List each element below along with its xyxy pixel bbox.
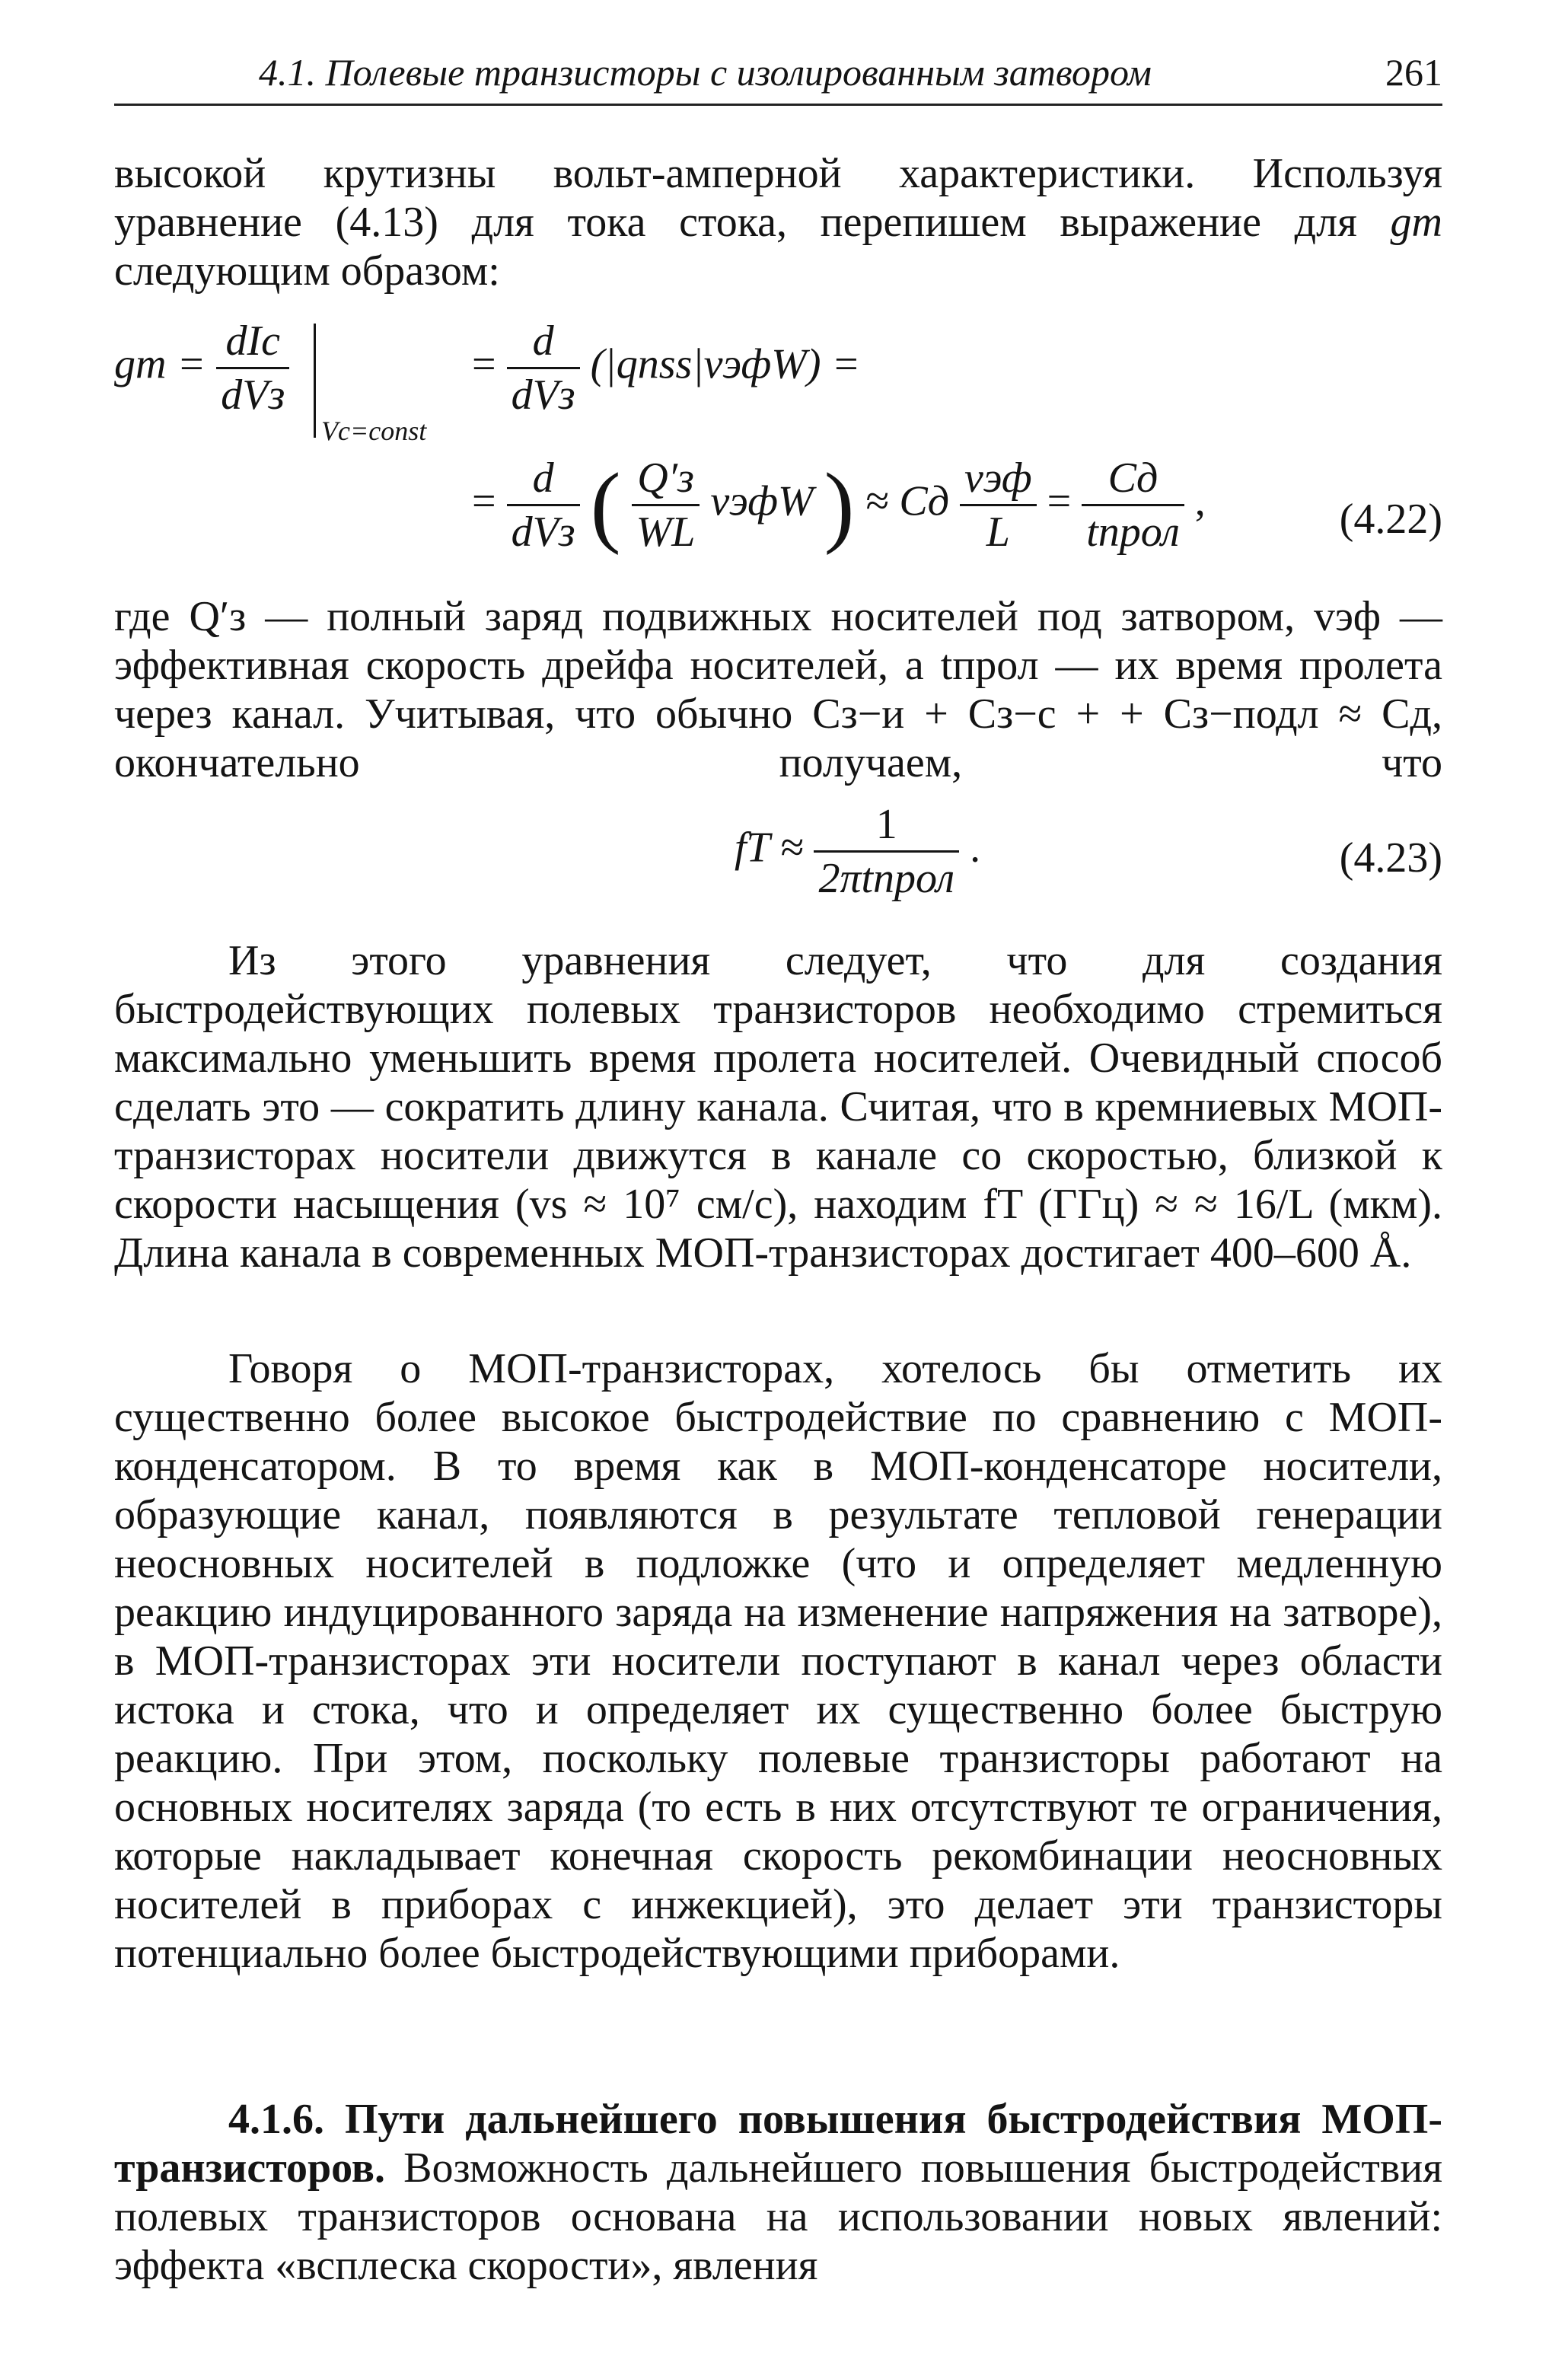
- frac-num: vэф: [960, 457, 1037, 506]
- frac-num: d: [507, 320, 580, 369]
- frac-num: Q′з: [632, 457, 700, 506]
- frac-den: WL: [636, 509, 696, 556]
- intro-text: высокой крутизны вольт-амперной характеристики. Используя уравнение (4.13) для тока стока, перепишем выражение для: [114, 150, 1442, 246]
- frac-num: Cд: [1082, 457, 1184, 506]
- eq-approx: ≈ Cд: [865, 477, 950, 525]
- fraction-veff-L: [960, 454, 1037, 556]
- eq-expression: (|qnss|vэфW) =: [590, 340, 861, 388]
- page-header: [114, 50, 1442, 111]
- fraction-d-dVz: [507, 454, 580, 556]
- paragraph-2: Говоря о МОП-транзисторах, хотелось бы отметить их существенно более высокое быстродействие по сравнению с МОП-конденсатором. В то время как в МОП-конденсаторе носители, образующие канал, появляются в результате тепловой генерации неосновных носителей в подложке (что и определяет медленную реакцию индуцированного заряда на изменение напряжения на затворе), в МОП-транзисторах эти носители поступают в канал через области истока и стока, что и определяет их существенно более быструю реакцию. При этом, поскольку полевые транзисторы работают на основных носителях заряда (то есть в них отсутствуют те ограничения, которые накладывает конечная скорость рекомбинации неосновных носителей в приборах с инжекцией), это делает эти транзисторы потенциально более быстродействующими приборами.: [114, 1345, 1442, 1977]
- eq-sign: =: [1047, 477, 1072, 525]
- fraction-dIc-dVz: [216, 317, 289, 419]
- eq-comma: ,: [1194, 477, 1206, 525]
- evaluation-subscript: Vс=const: [321, 416, 427, 446]
- evaluation-bar: [314, 324, 316, 438]
- fraction-1-2pitprol: [814, 803, 959, 900]
- section-text: Возможность дальнейшего повышения быстродействия полевых транзисторов основана на использовании новых явлений: эффекта «всплеска скорости», явления: [114, 2144, 1442, 2289]
- eq-sign: =: [472, 477, 496, 525]
- equation-number-4-23: (4.23): [1339, 834, 1442, 882]
- frac-num: 1: [814, 803, 959, 853]
- equation-number-4-22: (4.22): [1339, 496, 1442, 543]
- equation-4-22-line1-rhs: [472, 317, 861, 419]
- right-paren: ): [824, 454, 855, 556]
- equation-4-23: [735, 803, 980, 900]
- left-paren: (: [590, 454, 621, 556]
- frac-den: L: [986, 509, 1010, 556]
- fraction-d-dVz: [507, 317, 580, 419]
- equation-4-22-line2: [472, 454, 1206, 556]
- frac-den: dVз: [511, 371, 575, 419]
- frac-den: dVз: [511, 509, 575, 556]
- eq-lhs: gm =: [114, 340, 206, 388]
- intro-tail: следующим образом:: [114, 247, 500, 295]
- page-number: 261: [1385, 51, 1442, 94]
- equation-4-22-line1: [114, 317, 289, 419]
- eq-dot: .: [970, 824, 981, 872]
- section-4-1-6: [114, 2095, 1442, 2290]
- running-title: 4.1. Полевые транзисторы с изолированным затвором: [259, 51, 1152, 94]
- frac-den: 2πtпрол: [818, 855, 955, 902]
- fraction-Qz-WL: [632, 454, 700, 556]
- eq-expression: vэфW: [710, 477, 814, 525]
- where-paragraph: где Q′з — полный заряд подвижных носителей под затвором, vэф — эффективная скорость дрейфа носителей, а tпрол — их время пролета через канал. Учитывая, что обычно Cз−и + Cз−с + + Cз−подл ≈ Cд, окончательно получаем, что: [114, 593, 1442, 786]
- frac-num: dIс: [216, 320, 289, 369]
- header-rule: [114, 104, 1442, 106]
- intro-gm: gm: [1390, 199, 1442, 246]
- frac-den: dVз: [221, 371, 285, 419]
- intro-paragraph: [114, 149, 1442, 295]
- frac-num: d: [507, 457, 580, 506]
- paragraph-1: Из этого уравнения следует, что для создания быстродействующих полевых транзисторов необходимо стремиться максимально уменьшить время пролета носителей. Очевидный способ сделать это — сократить длину канала. Считая, что в кремниевых МОП-транзисторах носители движутся в канале со скоростью, близкой к скорости насыщения (vs ≈ 10⁷ см/с), находим fT (ГГц) ≈ ≈ 16/L (мкм). Длина канала в современных МОП-транзисторах достигает 400–600 Å.: [114, 937, 1442, 1277]
- eq-lhs: fT ≈: [735, 824, 804, 872]
- section-title: 4.1.6. Пути дальнейшего повышения быстродействия МОП-транзисторов.: [114, 2096, 1442, 2192]
- eq-sign: =: [472, 340, 496, 388]
- fraction-Cd-tprol: [1082, 454, 1184, 556]
- frac-den: tпрол: [1086, 509, 1180, 556]
